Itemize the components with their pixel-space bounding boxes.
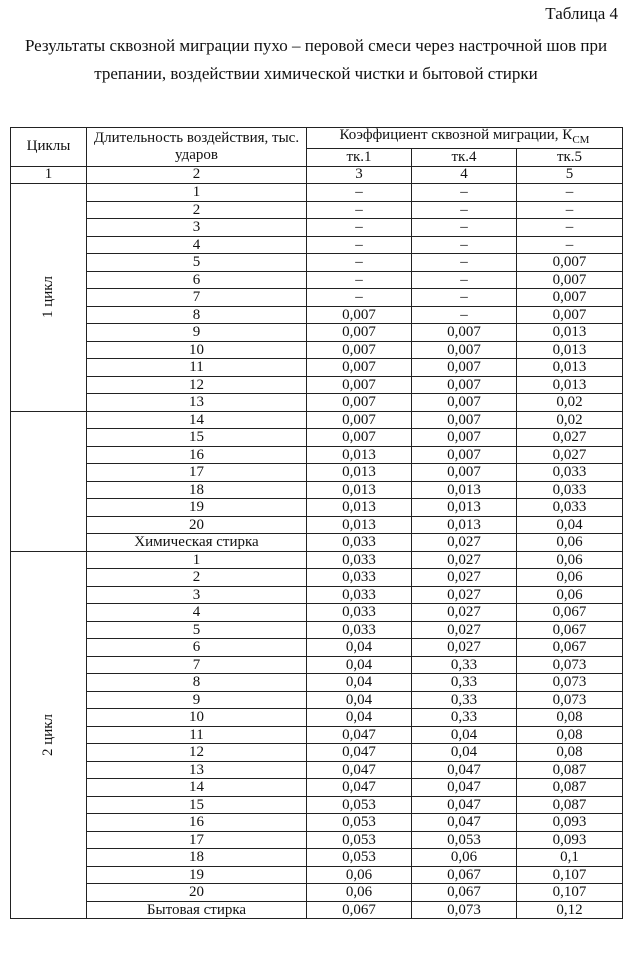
duration-cell: 2 (87, 569, 307, 587)
duration-cell: 14 (87, 779, 307, 797)
value-fabric-1: 0,067 (307, 901, 412, 919)
value-fabric-5: 0,107 (517, 866, 623, 884)
value-fabric-4: 0,007 (412, 324, 517, 342)
table-row (11, 761, 623, 779)
value-fabric-5: – (517, 219, 623, 237)
duration-cell: 16 (87, 446, 307, 464)
duration-cell: 12 (87, 376, 307, 394)
value-fabric-4: – (412, 289, 517, 307)
value-fabric-1: 0,06 (307, 866, 412, 884)
value-fabric-1: 0,007 (307, 324, 412, 342)
table-row (11, 674, 623, 692)
value-fabric-4: 0,027 (412, 534, 517, 552)
table-row (11, 289, 623, 307)
duration-cell: 8 (87, 306, 307, 324)
header-col-number: 1 (11, 166, 87, 184)
migration-table (10, 127, 623, 919)
table-row (11, 726, 623, 744)
duration-cell: 7 (87, 656, 307, 674)
duration-cell: 5 (87, 621, 307, 639)
value-fabric-5: 0,007 (517, 306, 623, 324)
value-fabric-4: 0,007 (412, 376, 517, 394)
duration-cell: 4 (87, 604, 307, 622)
value-fabric-4: 0,027 (412, 569, 517, 587)
table-header (11, 128, 623, 184)
duration-cell: Химическая стирка (87, 534, 307, 552)
table-row (11, 639, 623, 657)
header-coefficient-subscript: СМ (572, 134, 590, 146)
value-fabric-1: – (307, 254, 412, 272)
value-fabric-1: – (307, 219, 412, 237)
table-row (11, 306, 623, 324)
header-fabric-1: тк.1 (307, 149, 412, 167)
value-fabric-1: 0,047 (307, 726, 412, 744)
value-fabric-4: 0,04 (412, 726, 517, 744)
value-fabric-1: 0,007 (307, 394, 412, 412)
table-row (11, 831, 623, 849)
value-fabric-5: 0,007 (517, 254, 623, 272)
duration-cell: 1 (87, 184, 307, 202)
value-fabric-5: 0,013 (517, 359, 623, 377)
value-fabric-5: 0,033 (517, 499, 623, 517)
value-fabric-5: 0,027 (517, 446, 623, 464)
table-number-label: Таблица 4 (545, 4, 618, 23)
duration-cell: 20 (87, 884, 307, 902)
value-fabric-5: – (517, 236, 623, 254)
value-fabric-4: 0,013 (412, 516, 517, 534)
value-fabric-5: 0,013 (517, 324, 623, 342)
header-col-number: 3 (307, 166, 412, 184)
table-row (11, 586, 623, 604)
value-fabric-1: 0,04 (307, 639, 412, 657)
value-fabric-1: 0,033 (307, 586, 412, 604)
value-fabric-4: 0,047 (412, 761, 517, 779)
duration-cell: 18 (87, 849, 307, 867)
value-fabric-5: 0,033 (517, 464, 623, 482)
table-caption: Результаты сквозной миграции пухо – перовой смеси через настрочной шов при трепании, воздействии химической чистки и бытовой стирки (24, 36, 608, 83)
table-row (11, 884, 623, 902)
value-fabric-5: 0,06 (517, 569, 623, 587)
value-fabric-4: – (412, 306, 517, 324)
value-fabric-4: 0,047 (412, 814, 517, 832)
value-fabric-4: 0,06 (412, 849, 517, 867)
cycle-label-cell (11, 411, 87, 551)
value-fabric-4: – (412, 271, 517, 289)
header-cycles: Циклы (11, 128, 87, 167)
value-fabric-4: 0,067 (412, 866, 517, 884)
value-fabric-1: 0,013 (307, 446, 412, 464)
duration-cell: 15 (87, 796, 307, 814)
value-fabric-4: 0,073 (412, 901, 517, 919)
duration-cell: 10 (87, 709, 307, 727)
value-fabric-4: – (412, 219, 517, 237)
header-col-number: 2 (87, 166, 307, 184)
value-fabric-4: 0,027 (412, 586, 517, 604)
table-row (11, 429, 623, 447)
value-fabric-5: 0,08 (517, 726, 623, 744)
value-fabric-4: 0,013 (412, 481, 517, 499)
value-fabric-5: 0,02 (517, 394, 623, 412)
header-fabric-4: тк.4 (412, 149, 517, 167)
value-fabric-1: 0,053 (307, 849, 412, 867)
value-fabric-1: – (307, 271, 412, 289)
cycle-label-cell (11, 551, 87, 919)
duration-cell: 18 (87, 481, 307, 499)
value-fabric-1: 0,04 (307, 709, 412, 727)
header-coefficient-text: Коэффициент сквозной миграции, К (339, 127, 573, 143)
value-fabric-5: 0,067 (517, 604, 623, 622)
value-fabric-5: 0,1 (517, 849, 623, 867)
value-fabric-5: 0,093 (517, 814, 623, 832)
duration-cell: 17 (87, 831, 307, 849)
value-fabric-4: 0,053 (412, 831, 517, 849)
value-fabric-4: 0,027 (412, 604, 517, 622)
value-fabric-1: 0,033 (307, 551, 412, 569)
value-fabric-5: 0,087 (517, 796, 623, 814)
value-fabric-4: 0,04 (412, 744, 517, 762)
header-fabric-5: тк.5 (517, 149, 623, 167)
value-fabric-4: – (412, 201, 517, 219)
value-fabric-5: 0,08 (517, 709, 623, 727)
table-row (11, 201, 623, 219)
value-fabric-1: 0,053 (307, 796, 412, 814)
duration-cell: 3 (87, 586, 307, 604)
table-row (11, 709, 623, 727)
value-fabric-5: 0,06 (517, 534, 623, 552)
value-fabric-4: 0,33 (412, 709, 517, 727)
value-fabric-1: 0,007 (307, 306, 412, 324)
value-fabric-5: 0,007 (517, 271, 623, 289)
table-row (11, 254, 623, 272)
value-fabric-1: 0,007 (307, 359, 412, 377)
table-row (11, 219, 623, 237)
value-fabric-5: 0,06 (517, 586, 623, 604)
value-fabric-5: 0,06 (517, 551, 623, 569)
table-row (11, 604, 623, 622)
duration-cell: 11 (87, 359, 307, 377)
table-row (11, 621, 623, 639)
value-fabric-5: 0,087 (517, 761, 623, 779)
table-row (11, 376, 623, 394)
value-fabric-1: 0,047 (307, 761, 412, 779)
table-row (11, 446, 623, 464)
value-fabric-5: 0,04 (517, 516, 623, 534)
value-fabric-4: 0,027 (412, 639, 517, 657)
table-row (11, 271, 623, 289)
table-row (11, 691, 623, 709)
table-row (11, 324, 623, 342)
table-row (11, 394, 623, 412)
duration-cell: 16 (87, 814, 307, 832)
duration-cell: 19 (87, 499, 307, 517)
value-fabric-5: 0,02 (517, 411, 623, 429)
table-row (11, 744, 623, 762)
value-fabric-5: 0,093 (517, 831, 623, 849)
duration-cell: 6 (87, 639, 307, 657)
cycle-label: 2 цикл (40, 713, 57, 756)
table-row (11, 236, 623, 254)
value-fabric-4: 0,013 (412, 499, 517, 517)
value-fabric-5: 0,073 (517, 674, 623, 692)
value-fabric-1: 0,033 (307, 604, 412, 622)
value-fabric-1: 0,033 (307, 534, 412, 552)
value-fabric-4: 0,007 (412, 359, 517, 377)
duration-cell: 20 (87, 516, 307, 534)
value-fabric-1: – (307, 184, 412, 202)
value-fabric-1: 0,013 (307, 481, 412, 499)
table-row (11, 779, 623, 797)
value-fabric-5: 0,067 (517, 621, 623, 639)
duration-cell: 7 (87, 289, 307, 307)
value-fabric-1: 0,047 (307, 744, 412, 762)
value-fabric-1: 0,013 (307, 464, 412, 482)
duration-cell: 2 (87, 201, 307, 219)
value-fabric-1: – (307, 289, 412, 307)
duration-cell: 13 (87, 394, 307, 412)
duration-cell: 19 (87, 866, 307, 884)
value-fabric-5: 0,073 (517, 691, 623, 709)
duration-cell: 8 (87, 674, 307, 692)
duration-cell: 3 (87, 219, 307, 237)
value-fabric-4: 0,33 (412, 656, 517, 674)
table-row (11, 656, 623, 674)
table-row (11, 534, 623, 552)
value-fabric-4: 0,007 (412, 446, 517, 464)
table-row (11, 901, 623, 919)
value-fabric-4: 0,007 (412, 394, 517, 412)
value-fabric-1: 0,053 (307, 831, 412, 849)
cycle-label: 1 цикл (40, 276, 57, 319)
cycle-label-cell (11, 184, 87, 412)
table-row (11, 411, 623, 429)
value-fabric-1: 0,007 (307, 376, 412, 394)
value-fabric-4: 0,007 (412, 341, 517, 359)
value-fabric-1: 0,04 (307, 674, 412, 692)
table-row (11, 551, 623, 569)
value-fabric-4: 0,047 (412, 796, 517, 814)
value-fabric-4: 0,027 (412, 551, 517, 569)
value-fabric-1: 0,06 (307, 884, 412, 902)
duration-cell: 9 (87, 691, 307, 709)
table-row (11, 481, 623, 499)
value-fabric-5: 0,08 (517, 744, 623, 762)
value-fabric-4: 0,33 (412, 691, 517, 709)
table-row (11, 499, 623, 517)
value-fabric-4: 0,007 (412, 429, 517, 447)
table-row (11, 796, 623, 814)
value-fabric-4: 0,007 (412, 411, 517, 429)
duration-cell: 14 (87, 411, 307, 429)
value-fabric-4: 0,047 (412, 779, 517, 797)
value-fabric-5: 0,033 (517, 481, 623, 499)
value-fabric-4: 0,067 (412, 884, 517, 902)
value-fabric-4: – (412, 236, 517, 254)
value-fabric-4: – (412, 254, 517, 272)
header-coefficient (307, 128, 623, 149)
value-fabric-5: – (517, 201, 623, 219)
table-row (11, 516, 623, 534)
value-fabric-5: 0,12 (517, 901, 623, 919)
value-fabric-1: 0,053 (307, 814, 412, 832)
value-fabric-5: 0,073 (517, 656, 623, 674)
header-col-number: 4 (412, 166, 517, 184)
value-fabric-5: 0,007 (517, 289, 623, 307)
duration-cell: 11 (87, 726, 307, 744)
value-fabric-5: 0,107 (517, 884, 623, 902)
value-fabric-5: 0,013 (517, 341, 623, 359)
table-row (11, 359, 623, 377)
value-fabric-1: 0,013 (307, 516, 412, 534)
duration-cell: 15 (87, 429, 307, 447)
table-body (11, 184, 623, 919)
value-fabric-1: 0,04 (307, 656, 412, 674)
value-fabric-1: – (307, 201, 412, 219)
value-fabric-1: 0,033 (307, 569, 412, 587)
value-fabric-5: 0,087 (517, 779, 623, 797)
duration-cell: 12 (87, 744, 307, 762)
value-fabric-1: 0,04 (307, 691, 412, 709)
table-row (11, 866, 623, 884)
value-fabric-1: 0,007 (307, 411, 412, 429)
table-row (11, 184, 623, 202)
table-row (11, 464, 623, 482)
value-fabric-5: 0,027 (517, 429, 623, 447)
duration-cell: 5 (87, 254, 307, 272)
duration-cell: 4 (87, 236, 307, 254)
duration-cell: 1 (87, 551, 307, 569)
table-row (11, 814, 623, 832)
value-fabric-1: 0,007 (307, 429, 412, 447)
table-row (11, 849, 623, 867)
duration-cell: Бытовая стирка (87, 901, 307, 919)
value-fabric-4: 0,007 (412, 464, 517, 482)
value-fabric-1: 0,007 (307, 341, 412, 359)
value-fabric-5: 0,013 (517, 376, 623, 394)
duration-cell: 13 (87, 761, 307, 779)
table-row (11, 569, 623, 587)
value-fabric-1: 0,033 (307, 621, 412, 639)
value-fabric-4: 0,33 (412, 674, 517, 692)
value-fabric-5: 0,067 (517, 639, 623, 657)
duration-cell: 6 (87, 271, 307, 289)
header-duration: Длительность воздействия, тыс. ударов (87, 128, 307, 167)
duration-cell: 10 (87, 341, 307, 359)
table-row (11, 341, 623, 359)
header-col-number: 5 (517, 166, 623, 184)
duration-cell: 17 (87, 464, 307, 482)
value-fabric-4: – (412, 184, 517, 202)
value-fabric-4: 0,027 (412, 621, 517, 639)
value-fabric-1: 0,047 (307, 779, 412, 797)
value-fabric-1: 0,013 (307, 499, 412, 517)
value-fabric-5: – (517, 184, 623, 202)
value-fabric-1: – (307, 236, 412, 254)
duration-cell: 9 (87, 324, 307, 342)
